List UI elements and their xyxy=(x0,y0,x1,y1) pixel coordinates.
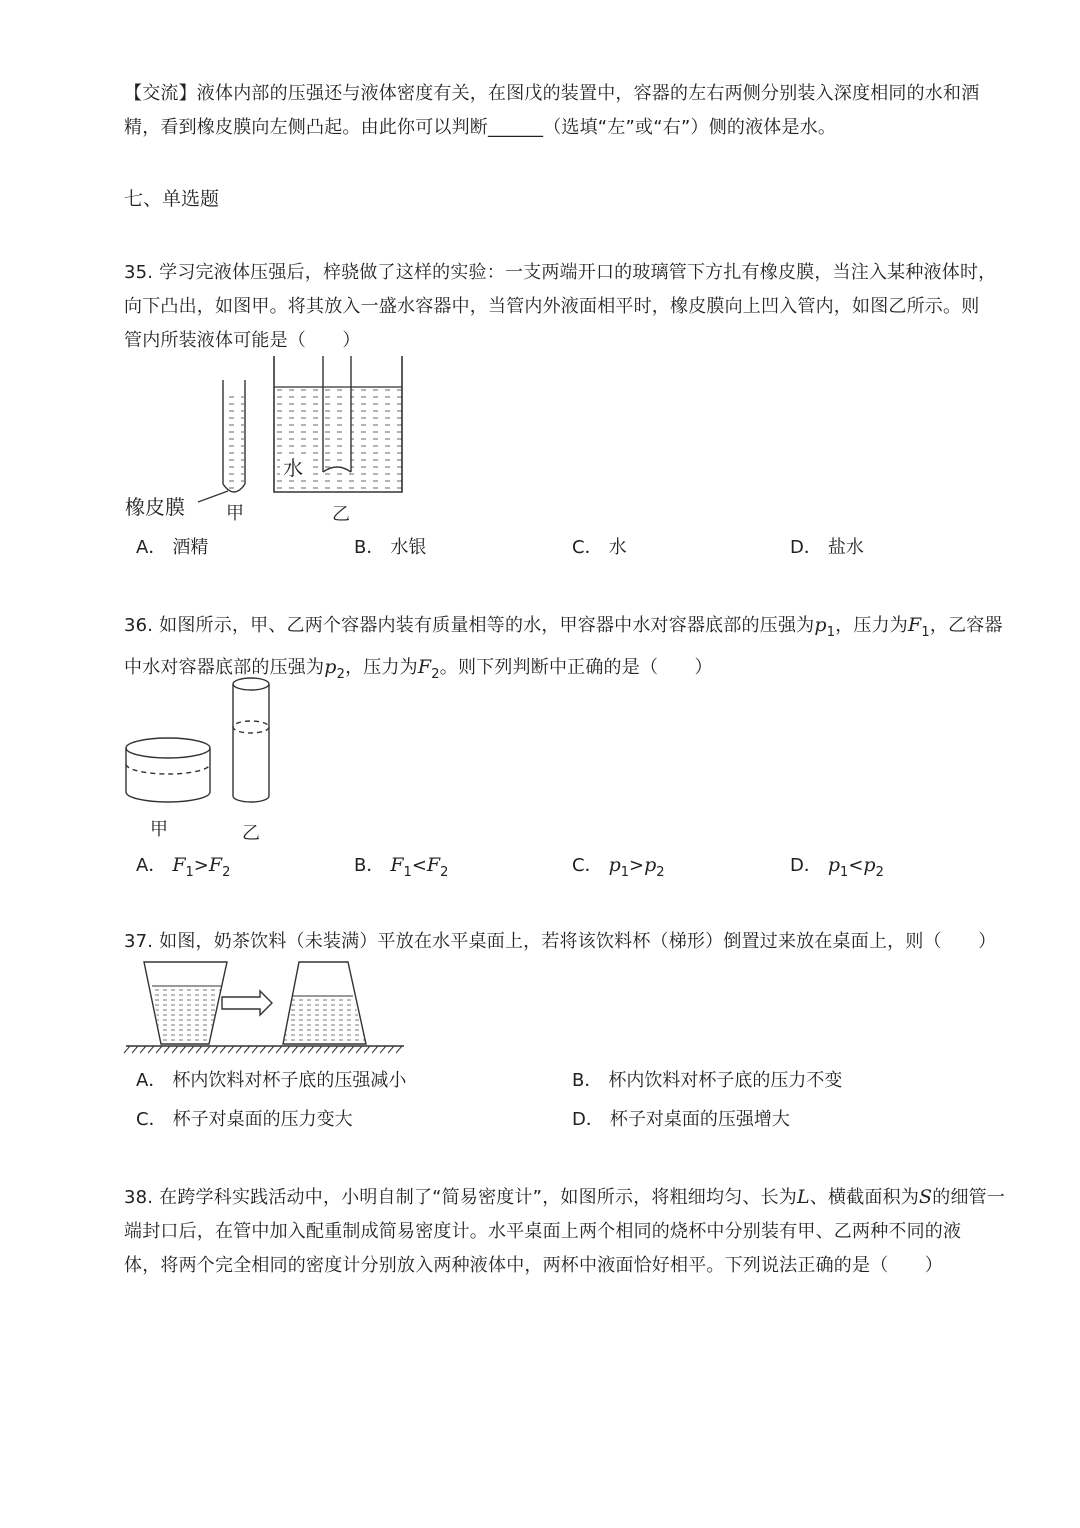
question-35 xyxy=(124,256,1004,358)
q36-line-2: 中水对容器底部的压强为$p_2$，压力为$F_2$。则下列判断中正确的是（ ） xyxy=(124,656,713,682)
q35-line-1: 35. 学习完液体压强后，梓骁做了这样的实验：一支两端开口的玻璃管下方扎有橡皮膜，当注入某种液体时， xyxy=(124,262,997,283)
table-hatch-mark xyxy=(396,1046,402,1053)
table-hatch-mark xyxy=(164,1046,170,1053)
membrane-pointer xyxy=(198,491,228,502)
q35-option-a[interactable]: A． 酒精 xyxy=(136,537,209,558)
table-hatch-mark xyxy=(212,1046,218,1053)
table-hatch-mark xyxy=(148,1046,154,1053)
arrow-icon xyxy=(222,991,272,1015)
exchange-line-1: 【交流】液体内部的压强还与液体密度有关，在图戊的装置中，容器的左右两侧分别装入深度相同的水和酒 xyxy=(124,83,980,104)
q35-option-c[interactable]: C． 水 xyxy=(572,537,627,558)
q37-option-d[interactable]: D． 杯子对桌面的压强增大 xyxy=(572,1109,790,1130)
label-yi-36: 乙 xyxy=(242,823,260,844)
table-hatch-mark xyxy=(204,1046,210,1053)
table-hatch-mark xyxy=(364,1046,370,1053)
label-membrane: 橡皮膜 xyxy=(125,495,185,519)
table-hatch-mark xyxy=(244,1046,250,1053)
question-37 xyxy=(124,925,1004,959)
q37-line-1: 37. 如图，奶茶饮料（未装满）平放在水平桌面上，若将该饮料杯（梯形）倒置过来放在桌面上，则（ ） xyxy=(124,931,997,952)
q36-option-a[interactable]: A． $F_1>F_2$ xyxy=(136,854,231,880)
table-hatch-mark xyxy=(188,1046,194,1053)
table-hatch-mark xyxy=(340,1046,346,1053)
container-jia xyxy=(126,738,210,802)
q38-line-2: 端封口后，在管中加入配重制成简易密度计。水平桌面上两个相同的烧杯中分别装有甲、乙两种不同的液 xyxy=(124,1221,962,1242)
section-title: 七、单选题 xyxy=(124,188,220,210)
table-hatch-mark xyxy=(292,1046,298,1053)
label-water: 水 xyxy=(283,456,303,480)
table-hatch-mark xyxy=(356,1046,362,1053)
q35-line-3: 管内所装液体可能是（ ） xyxy=(124,330,361,351)
table-hatch-mark xyxy=(324,1046,330,1053)
table-hatch-mark xyxy=(268,1046,274,1053)
table-hatch-mark xyxy=(260,1046,266,1053)
q36-option-d[interactable]: D． $p_1<p_2$ xyxy=(790,854,884,880)
table-hatch-mark xyxy=(196,1046,202,1053)
q37-figure xyxy=(122,958,408,1058)
q37-option-c[interactable]: C． 杯子对桌面的压力变大 xyxy=(136,1109,353,1130)
tube-jia xyxy=(223,380,245,492)
table-hatch-mark xyxy=(252,1046,258,1053)
table-hatch-mark xyxy=(228,1046,234,1053)
table-hatch-mark xyxy=(156,1046,162,1053)
label-jia-36: 甲 xyxy=(150,819,168,840)
table-hatch-mark xyxy=(220,1046,226,1053)
q35-figure xyxy=(120,352,420,527)
table-hatch-mark xyxy=(348,1046,354,1053)
q35-option-b[interactable]: B． 水银 xyxy=(354,537,427,558)
table-hatch-mark xyxy=(172,1046,178,1053)
label-yi: 乙 xyxy=(332,504,350,525)
q35-option-d[interactable]: D． 盐水 xyxy=(790,537,864,558)
table-hatch-mark xyxy=(380,1046,386,1053)
exchange-line-2: 精，看到橡皮膜向左侧凸起。由此你可以判断______（选填“左”或“右”）侧的液体是水。 xyxy=(124,117,837,138)
container-yi-tall xyxy=(233,678,269,802)
table-hatch-mark xyxy=(236,1046,242,1053)
exchange-paragraph xyxy=(124,77,1004,145)
q35-line-2: 向下凸出，如图甲。将其放入一盛水容器中，当管内外液面相平时，橡皮膜向上凹入管内，如图乙所示。则 xyxy=(124,296,980,317)
label-jia: 甲 xyxy=(226,503,244,524)
cup-inverted xyxy=(283,962,366,1044)
table-hatch-mark xyxy=(332,1046,338,1053)
q37-option-a[interactable]: A． 杯内饮料对杯子底的压强减小 xyxy=(136,1070,407,1091)
table-hatch-mark xyxy=(124,1046,130,1053)
q38-line-3: 体，将两个完全相同的密度计分别放入两种液体中，两杯中液面恰好相平。下列说法正确的是（ ） xyxy=(124,1255,943,1276)
table-surface xyxy=(124,1046,404,1053)
q36-option-b[interactable]: B． $F_1<F_2$ xyxy=(354,854,449,880)
table-hatch-mark xyxy=(284,1046,290,1053)
table-hatch-mark xyxy=(388,1046,394,1053)
q38-line-1: 38. 在跨学科实践活动中，小明自制了“简易密度计”，如图所示，将粗细均匀、长为L、横截面积为S的细管一 xyxy=(124,1186,1006,1208)
q36-option-c[interactable]: C． $p_1>p_2$ xyxy=(572,854,665,880)
table-hatch-mark xyxy=(316,1046,322,1053)
table-hatch-mark xyxy=(276,1046,282,1053)
q37-option-b[interactable]: B． 杯内饮料对杯子底的压力不变 xyxy=(572,1070,843,1091)
question-38 xyxy=(124,1180,1004,1283)
table-hatch-mark xyxy=(372,1046,378,1053)
table-hatch-mark xyxy=(180,1046,186,1053)
table-hatch-mark xyxy=(140,1046,146,1053)
q36-figure xyxy=(120,672,290,847)
q36-line-1: 36. 如图所示，甲、乙两个容器内装有质量相等的水，甲容器中水对容器底部的压强为$p_1$，压力为$F_1$，乙容器 xyxy=(124,614,1003,640)
cup-upright xyxy=(144,962,227,1044)
table-hatch-mark xyxy=(300,1046,306,1053)
table-hatch-mark xyxy=(132,1046,138,1053)
table-hatch-mark xyxy=(308,1046,314,1053)
